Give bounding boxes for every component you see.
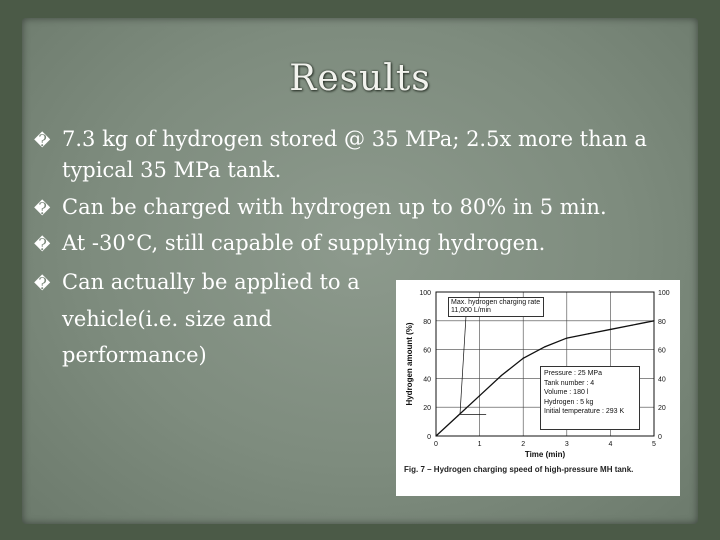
data-point (544, 346, 545, 347)
data-point (610, 329, 611, 330)
x-tick-label: 5 (652, 441, 656, 448)
y-tick-label: 60 (423, 347, 431, 355)
infobox-line-2: Tank number : 4 (544, 379, 595, 387)
y-tick-label: 0 (427, 434, 431, 441)
bullet-1-line1: 7.3 kg of hydrogen stored @ 35 MPa; 2.5x more than a (62, 127, 647, 151)
data-point (457, 415, 458, 416)
bullet-4 (34, 267, 360, 299)
x-tick-label: 3 (564, 441, 569, 448)
annotation-line-1: Max. hydrogen charging rate (451, 299, 541, 306)
data-point (479, 395, 480, 396)
infobox-line-5: Initial temperature : 293 K (544, 408, 625, 415)
bullet-mark: � (34, 131, 51, 150)
x-tick-label: 1 (477, 441, 482, 448)
bullet-4-line2: vehicle(i.e. size and (62, 307, 272, 331)
y-tick-label: 20 (423, 405, 431, 413)
y2-tick-label: 0 (658, 434, 662, 441)
bullet-3 (34, 228, 545, 260)
infobox-line-1: Pressure : 25 MPa (544, 370, 602, 377)
x-tick-label: 0 (434, 441, 438, 448)
x-tick-label: 2 (521, 441, 526, 448)
bullet-2 (34, 192, 607, 224)
y2-tick-label: 60 (658, 347, 666, 355)
chart-annotation (448, 297, 544, 317)
bullet-1 (34, 124, 647, 156)
y-tick-label: 80 (423, 318, 431, 326)
bullet-1-line2: typical 35 MPa tank. (62, 158, 282, 182)
y-axis-label: Hydrogen amount (%) (405, 322, 414, 406)
infobox-line-3: Volume : 180 l (544, 389, 589, 396)
bullet-4-line3: performance) (62, 343, 207, 367)
data-point (435, 435, 436, 436)
y2-tick-label: 20 (658, 405, 666, 413)
bullet-mark: � (34, 274, 51, 293)
data-point (632, 325, 633, 326)
annotation-line-2: 11,000 L/min (451, 307, 491, 314)
y-tick-label: 40 (423, 376, 431, 384)
bullet-mark: � (34, 235, 51, 254)
annotation-leader (460, 316, 466, 414)
infobox-line-4: Hydrogen : 5 kg (544, 398, 594, 406)
x-tick-label: 4 (608, 441, 613, 448)
bullet-2-line1: Can be charged with hydrogen up to 80% in 5 min. (62, 195, 607, 219)
data-point (566, 337, 567, 338)
x-axis-label: Time (min) (524, 450, 566, 459)
y2-tick-label: 40 (658, 376, 666, 384)
bullet-4-line1: Can actually be applied to a (62, 270, 360, 294)
bullet-3-line1: At -30°C, still capable of supplying hydrogen. (62, 231, 546, 255)
y-tick-label: 100 (419, 290, 431, 297)
y2-tick-label: 100 (658, 290, 670, 297)
data-point (588, 333, 589, 334)
chart-infobox (540, 366, 640, 430)
data-point (501, 375, 502, 376)
data-point (523, 358, 524, 359)
chart-figure (396, 280, 680, 496)
slide-title: Results (289, 58, 431, 99)
data-point (653, 320, 654, 321)
y2-tick-label: 80 (658, 318, 666, 326)
bullet-mark: � (34, 199, 51, 218)
figure-caption: Fig. 7 – Hydrogen charging speed of high-pressure MH tank. (404, 465, 634, 474)
